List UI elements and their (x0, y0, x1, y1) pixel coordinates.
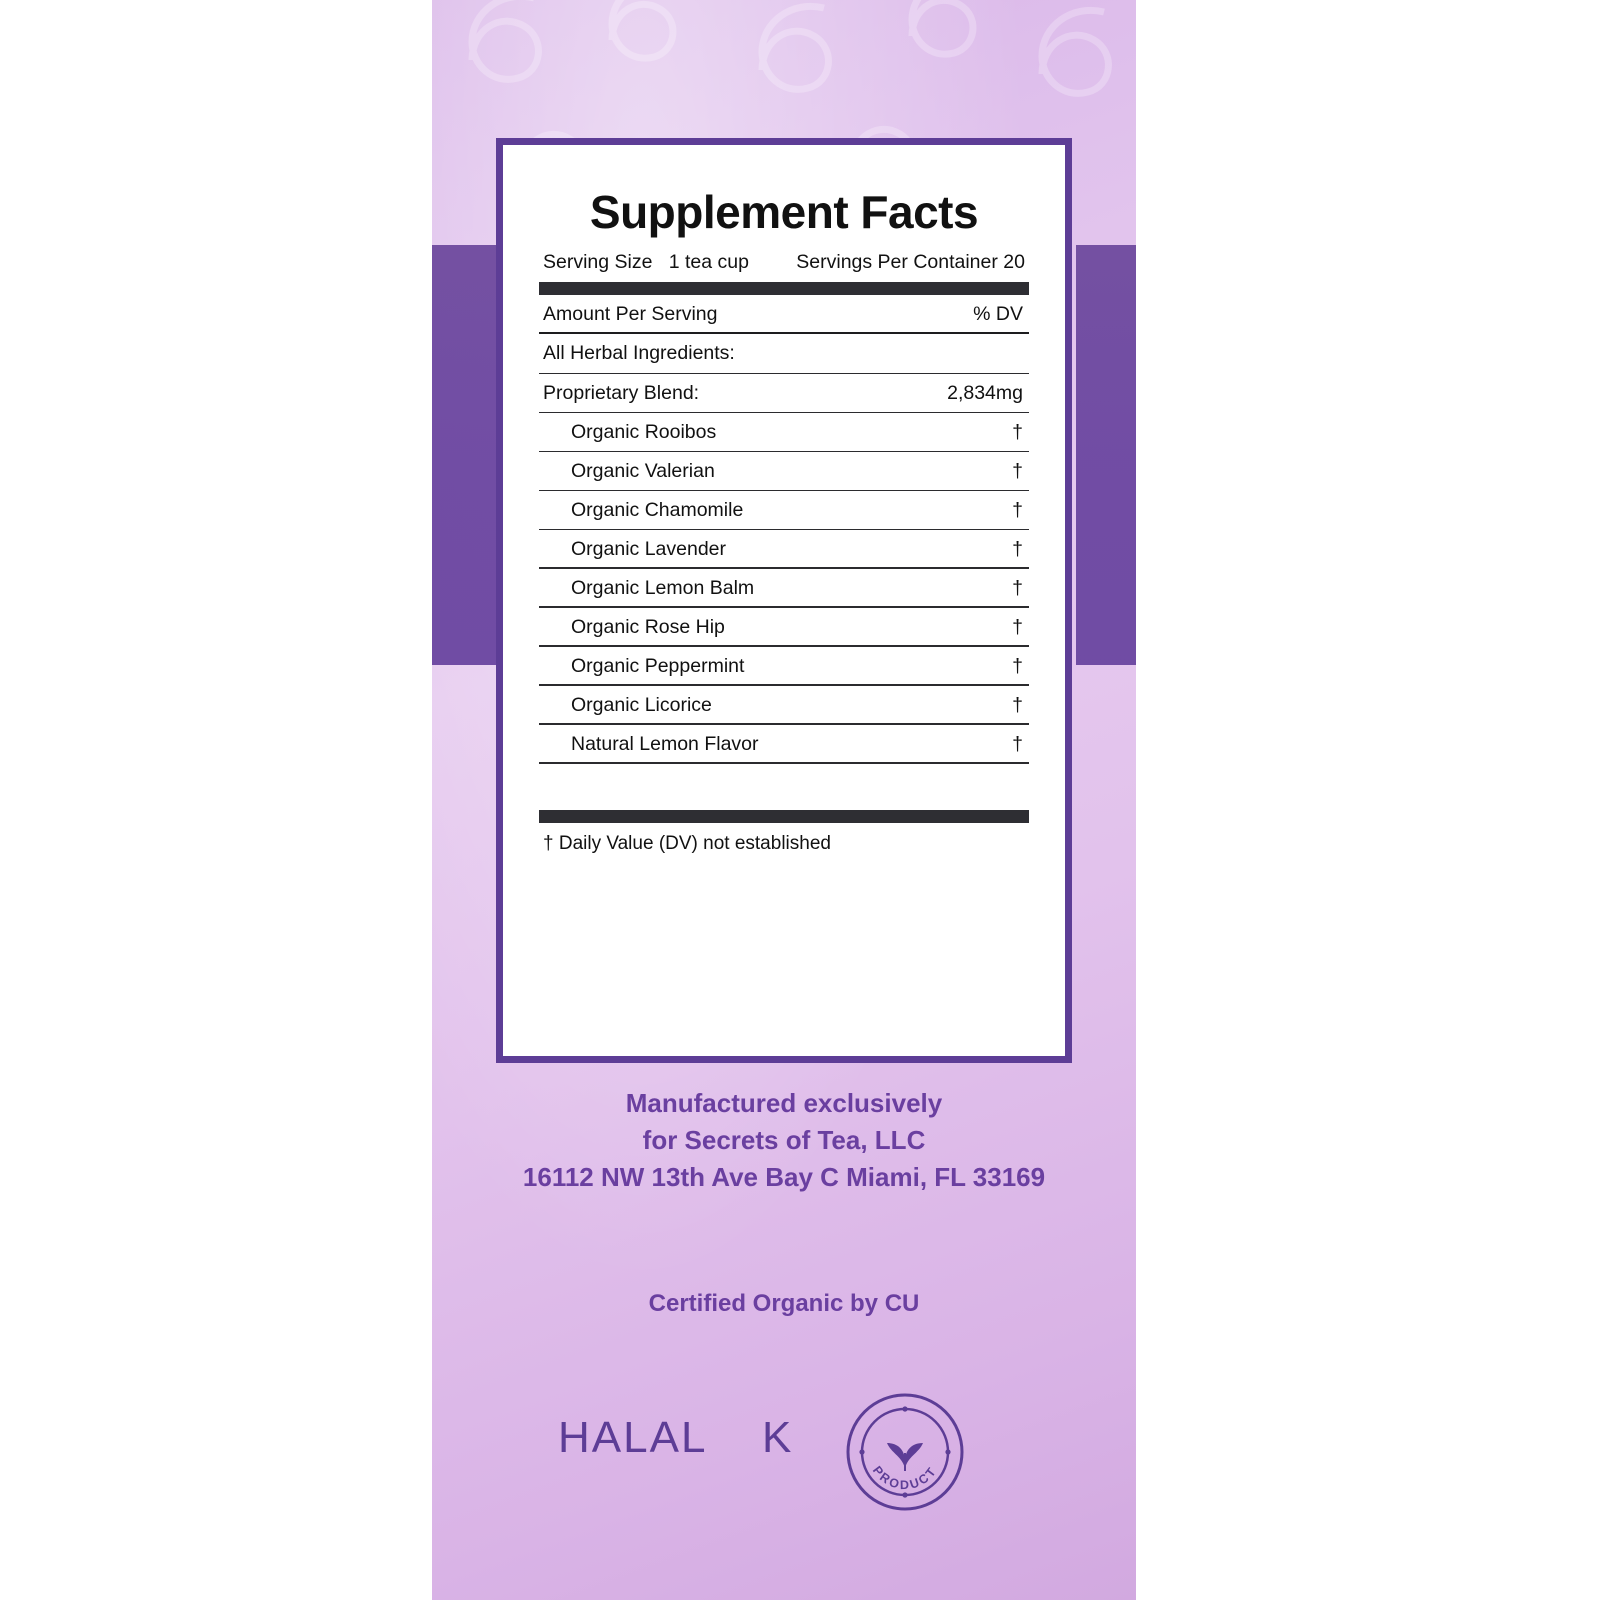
ingredient-row (539, 413, 1029, 450)
ingredient-name: Organic Lemon Balm (571, 576, 755, 599)
ingredient-row (539, 608, 1029, 645)
table-bottom-spacer (539, 764, 1029, 810)
ingredient-dv: † (1012, 421, 1023, 444)
ingredient-dv: † (1012, 499, 1023, 522)
right-accent-band (1076, 245, 1136, 665)
serving-info-row (539, 251, 1029, 274)
leaf-icon (887, 1443, 923, 1471)
seal-top-text (865, 1391, 946, 1392)
ingredient-name: Organic Licorice (571, 693, 712, 716)
supplement-facts-panel (496, 138, 1072, 1063)
ingredient-name: Natural Lemon Flavor (571, 732, 759, 755)
certified-organic-text: Certified Organic by CU (648, 1290, 920, 1317)
ingredient-row (539, 647, 1029, 684)
ingredient-row (539, 686, 1029, 723)
rule-thick-bottom (539, 810, 1029, 823)
manufacturer-address: 16112 NW 13th Ave Bay C Miami, FL 33169 (522, 1161, 1046, 1192)
ingredient-row (539, 530, 1029, 567)
ingredient-name: Organic Valerian (571, 460, 715, 483)
ingredient-row (539, 452, 1029, 489)
manufacturer-block (432, 1085, 1136, 1196)
ingredient-dv: † (1012, 732, 1023, 755)
ingredient-name: Organic Rose Hip (571, 615, 725, 638)
proprietary-blend-row (539, 374, 1029, 411)
ingredient-name: Organic Chamomile (571, 499, 744, 522)
ingredient-dv: † (1012, 693, 1023, 716)
dv-header: % DV (973, 303, 1023, 325)
supplement-facts-inner (517, 159, 1051, 1042)
ingredient-dv: † (1012, 615, 1023, 638)
amount-per-serving-label: Amount Per Serving (543, 303, 718, 325)
ingredient-dv: † (1012, 576, 1023, 599)
manufacturer-line-2: for Secrets of Tea, LLC (642, 1124, 926, 1155)
servings-per-container (796, 251, 1027, 274)
kosher-k-mark: K (762, 1413, 792, 1462)
serving-size-label: Serving Size (543, 251, 653, 273)
ingredient-dv: † (1012, 538, 1023, 561)
manufacturer-line-1: Manufactured exclusively (625, 1088, 943, 1118)
blend-label: Proprietary Blend: (543, 382, 700, 405)
certification-marks-row (432, 1385, 1136, 1515)
servings-per-container-value: 20 (1003, 251, 1025, 273)
section-label: All Herbal Ingredients: (543, 342, 735, 365)
ingredient-name: Organic Rooibos (571, 421, 717, 444)
amount-per-serving-row (539, 295, 1029, 332)
serving-size (543, 251, 749, 274)
svg-text:ORGANIC (865, 1391, 946, 1392)
dv-footnote: † Daily Value (DV) not established (543, 832, 831, 854)
supplement-facts-title: Supplement Facts (589, 186, 979, 238)
ingredient-name: Organic Lavender (571, 538, 727, 561)
servings-per-container-label: Servings Per Container (796, 251, 998, 273)
all-herbal-ingredients-row (539, 334, 1029, 372)
halal-mark: HALAL (558, 1413, 708, 1462)
ingredient-name: Organic Peppermint (571, 654, 745, 677)
serving-size-value: 1 tea cup (668, 251, 749, 273)
ingredient-row (539, 725, 1029, 762)
ingredient-dv: † (1012, 460, 1023, 483)
ingredient-row (539, 491, 1029, 528)
rule-thick-top (539, 282, 1029, 295)
ingredient-dv: † (1012, 654, 1023, 677)
seal-bottom-text: PRODUCT (869, 1463, 941, 1493)
blend-amount: 2,834mg (947, 382, 1023, 405)
product-package-panel (432, 0, 1136, 1600)
ingredient-row (539, 569, 1029, 606)
organic-product-seal (844, 1391, 966, 1513)
